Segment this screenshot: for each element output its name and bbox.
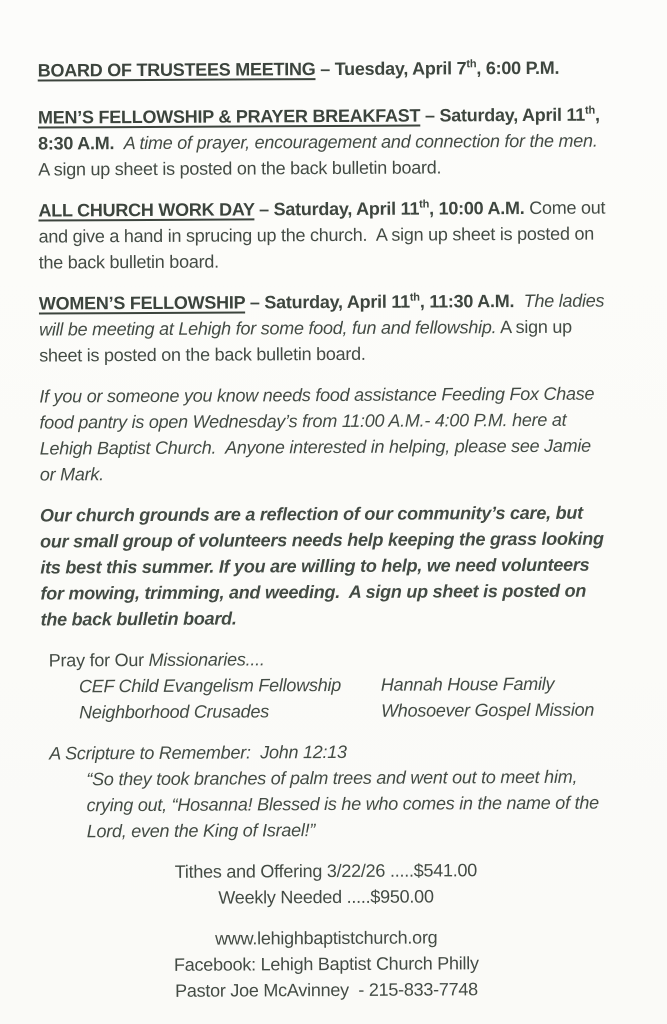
- event-womens-fellowship: [38, 288, 610, 369]
- event-time: , 6:00 P.M.: [476, 57, 560, 79]
- scripture-section: [41, 738, 610, 845]
- ordinal-suffix: th: [419, 198, 430, 211]
- event-title: ALL CHURCH WORK DAY: [38, 199, 255, 221]
- missionaries-heading: [49, 645, 609, 674]
- ordinal-suffix: th: [409, 291, 420, 304]
- event-date: – Saturday, April 11: [254, 198, 420, 220]
- event-title: BOARD OF TRUSTEES MEETING: [37, 59, 316, 81]
- missionaries-heading-italic: Missionaries....: [148, 649, 265, 670]
- missionaries-section: [41, 645, 609, 726]
- pastor-phone-line: Pastor Joe McAvinney - 215-833-7748: [175, 979, 478, 1001]
- event-board-of-trustees: [38, 55, 606, 84]
- tithes-offering-line: Tithes and Offering 3/22/26 .....$541.00: [174, 860, 478, 882]
- missionary-item: CEF Child Evangelism Fellowship: [78, 674, 341, 697]
- finance-section: [42, 857, 610, 912]
- weekly-needed-line: Weekly Needed .....$950.00: [218, 886, 434, 908]
- event-note: Come out and give a hand in sprucing up the church. A sign up sheet is posted on the back bulletin board.: [38, 197, 611, 273]
- event-title: MEN’S FELLOWSHIP & PRAYER BREAKFAST: [37, 105, 421, 128]
- missionary-item: Neighborhood Crusades: [78, 701, 269, 723]
- missionary-item: Hannah House Family: [380, 673, 555, 695]
- ordinal-suffix: th: [584, 104, 595, 117]
- event-time: , 8:30 A.M.: [38, 104, 605, 154]
- missionaries-columns: [79, 671, 609, 726]
- ordinal-suffix: th: [466, 58, 477, 71]
- church-grounds-announcement: Our church grounds are a reflection of our community’s care, but our small group of volunteers needs help keeping the grass looking its best this summer. If you are willing to help, we need volunteers for mowing, trimming, and weeding. A sign up sheet is posted on the back bulletin board.: [39, 502, 609, 630]
- event-date: – Saturday, April 11: [245, 291, 410, 313]
- event-description-italic: The ladies will be meeting at Lehigh for some food, fun and fellowship.: [38, 290, 610, 340]
- event-description-italic: A time of prayer, encouragement and connection for the men.: [123, 130, 598, 154]
- scripture-quote: “So they took branches of palm trees and went out to meet him, crying out, “Hosanna! Blessed is he who comes in the name of the Lord, even the King of Israel!”: [86, 766, 604, 842]
- event-mens-fellowship: [38, 102, 606, 183]
- missionaries-heading-regular: Pray for Our: [48, 649, 149, 671]
- event-date: – Saturday, April 11: [420, 104, 586, 126]
- facebook-line: Facebook: Lehigh Baptist Church Philly: [173, 953, 479, 975]
- missionary-item: Whosoever Gospel Mission: [380, 699, 595, 721]
- event-title: WOMEN’S FELLOWSHIP: [38, 292, 246, 314]
- event-all-church-work-day: [38, 195, 611, 276]
- scripture-reference: A Scripture to Remember: John 12:13: [49, 741, 347, 764]
- event-note: A sign up sheet is posted on the back bulletin board.: [39, 316, 577, 366]
- event-date: – Tuesday, April 7: [315, 58, 467, 80]
- missionaries-column-right: [381, 671, 594, 724]
- event-note: A sign up sheet is posted on the back bulletin board.: [38, 130, 607, 180]
- event-time: , 10:00 A.M.: [429, 197, 530, 219]
- website-url: www.lehighbaptistchurch.org: [214, 927, 438, 949]
- event-time: , 11:30 A.M.: [419, 291, 524, 312]
- footer-contact-section: [42, 924, 610, 1005]
- food-pantry-announcement: If you or someone you know needs food assistance Feeding Fox Chase food pantry is open Wednesday’s from 11:00 A.M.- 4:00 P.M. here at Lehigh Baptist Church. Anyone interested in helping, please see Jamie or Mark.: [39, 383, 600, 485]
- missionaries-column-left: [79, 672, 381, 726]
